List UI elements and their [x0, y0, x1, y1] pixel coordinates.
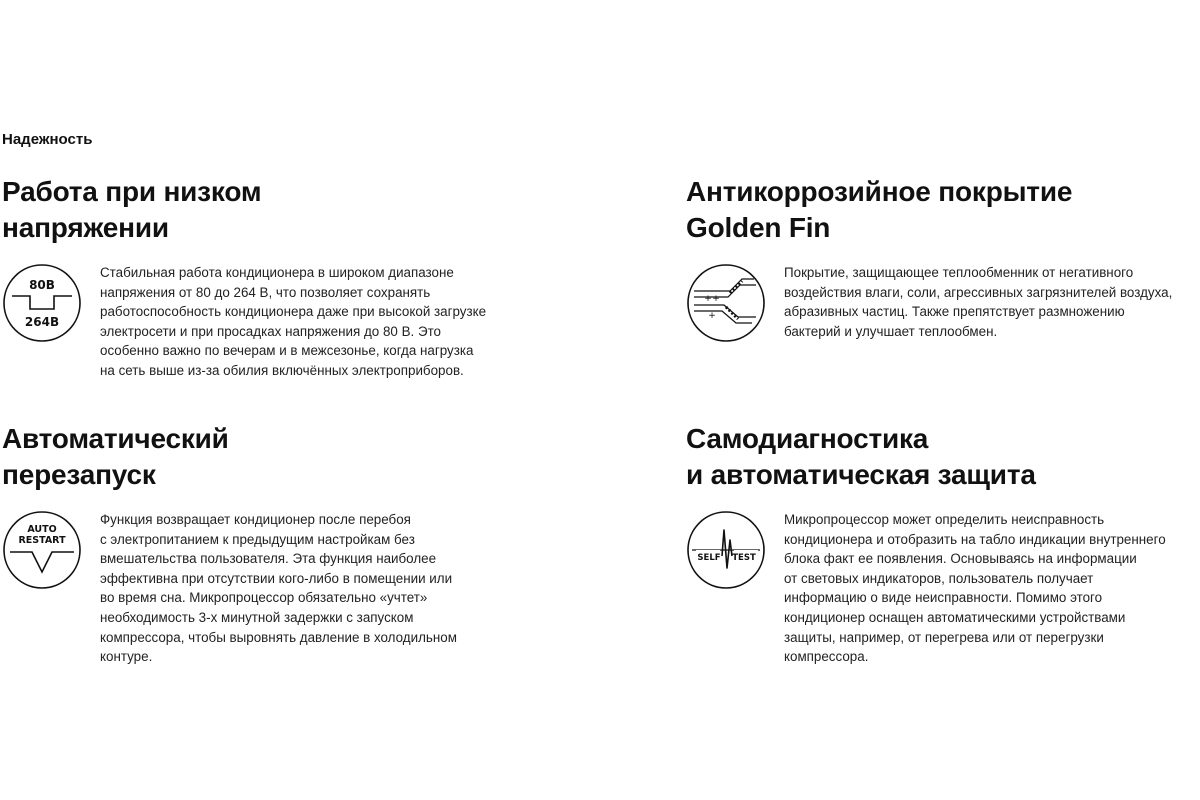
- description-line: эффективна при отсутствии кого-либо в помещении или: [100, 570, 453, 586]
- feature-title-line: напряжении: [2, 212, 169, 243]
- feature-title-line: Golden Fin: [686, 212, 831, 243]
- description-line: Функция возвращает кондиционер после перебоя: [100, 512, 411, 527]
- section-label: Надежность: [2, 131, 93, 148]
- description-line: компрессора.: [784, 649, 869, 665]
- description-line: Покрытие, защищающее теплообменник от негативного: [784, 265, 1134, 280]
- description-line: кондиционер оснащен автоматическими устройствами: [784, 609, 1126, 625]
- feature-title-line: и автоматическая защита: [686, 459, 1036, 490]
- svg-text:+: +: [708, 311, 716, 321]
- feature-title: [686, 421, 1200, 493]
- description-line: Микропроцессор может определить неисправность: [784, 512, 1105, 527]
- golden-fin-icon: [686, 263, 766, 343]
- description-line: работоспособность кондиционера даже при высокой загрузке: [100, 304, 487, 320]
- feature-auto-restart: [2, 421, 522, 667]
- svg-text:+: +: [704, 294, 712, 304]
- description-line: особенно важно по вечерам и в межсезонье, когда нагрузка: [100, 343, 474, 359]
- feature-golden-fin: [686, 174, 1200, 341]
- feature-title-line: Работа при низком: [2, 176, 262, 207]
- icon-label-bottom: 264В: [24, 315, 60, 329]
- feature-low-voltage: [2, 174, 522, 381]
- description-line: информацию о виде неисправности. Помимо этого: [784, 590, 1103, 606]
- icon-label-left: SELF: [697, 553, 721, 563]
- description-line: бактерий и улучшает теплообмен.: [784, 323, 998, 339]
- icon-label-bottom: RESTART: [18, 535, 66, 546]
- icon-label-right: TEST: [732, 553, 756, 563]
- voltage-range-icon: [2, 263, 82, 343]
- description-line: на сеть выше из-за обилия включённых электроприборов.: [100, 362, 464, 378]
- feature-title-line: перезапуск: [2, 459, 156, 490]
- description-line: от световых индикаторов, пользователь получает: [784, 570, 1094, 586]
- svg-text:+: +: [712, 294, 720, 304]
- feature-title: [686, 174, 1200, 246]
- description-line: вмешательства пользователя. Эта функция наиболее: [100, 551, 437, 567]
- feature-description: [100, 263, 522, 381]
- feature-title-line: Самодиагностика: [686, 423, 929, 454]
- description-line: компрессора, чтобы выровнять давление в холодильном: [100, 629, 457, 645]
- feature-description: [100, 510, 522, 667]
- description-line: электросети и при просадках напряжения до 80 В. Это: [100, 323, 441, 339]
- description-line: кондиционера и отобразить на табло индикации внутреннего: [784, 531, 1166, 547]
- description-line: с электропитанием к предыдущим настройкам без: [100, 531, 415, 547]
- feature-title: [2, 174, 522, 246]
- feature-description: [784, 510, 1200, 667]
- description-line: Стабильная работа кондиционера в широком диапазоне: [100, 265, 454, 280]
- description-line: во время сна. Микропроцессор обязательно «учтет»: [100, 590, 428, 606]
- icon-label-top: 80В: [29, 278, 55, 292]
- description-line: блока факт ее появления. Основываясь на информации: [784, 551, 1137, 567]
- feature-title-line: Антикоррозийное покрытие: [686, 176, 1073, 207]
- feature-self-diagnostics: [686, 421, 1200, 667]
- description-line: необходимость 3-х минутной задержки с запуском: [100, 609, 414, 625]
- self-test-icon: [686, 510, 766, 590]
- description-line: напряжения от 80 до 264 В, что позволяет сохранять: [100, 284, 431, 300]
- feature-title-line: Автоматический: [2, 423, 229, 454]
- description-line: защиты, например, от перегрева или от перегрузки: [784, 629, 1104, 645]
- feature-title: [2, 421, 522, 493]
- auto-restart-icon: [2, 510, 82, 590]
- description-line: воздействия влаги, соли, агрессивных загрязнителей воздуха,: [784, 284, 1173, 300]
- feature-description: [784, 263, 1200, 341]
- description-line: контуре.: [100, 649, 153, 665]
- description-line: абразивных частиц. Также препятствует размножению: [784, 304, 1125, 320]
- icon-label-top: AUTO: [27, 524, 57, 535]
